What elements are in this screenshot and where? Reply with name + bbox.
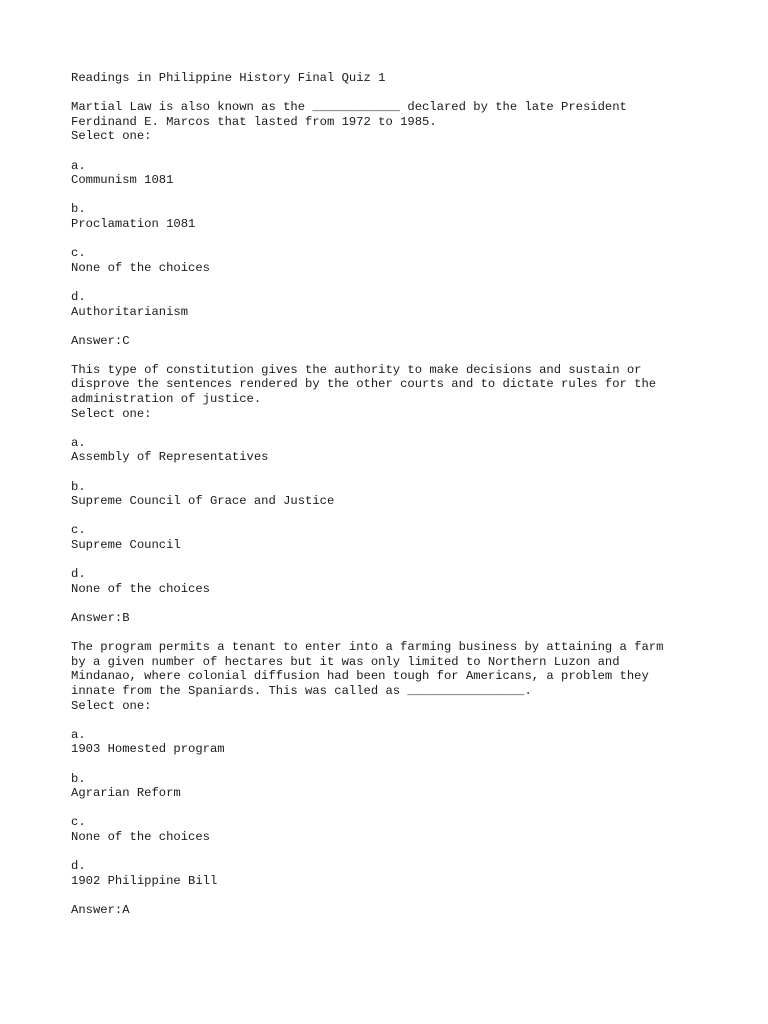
option-text: Agrarian Reform xyxy=(71,786,181,801)
option-text: Supreme Council of Grace and Justice xyxy=(71,494,335,509)
option-letter: d. xyxy=(71,289,86,304)
answer-line: Answer:C xyxy=(71,333,130,348)
option-text: Assembly of Representatives xyxy=(71,450,269,465)
question-3 xyxy=(71,640,711,917)
select-one-label: Select one: xyxy=(71,406,152,421)
option-text: Supreme Council xyxy=(71,538,181,552)
answer-line: Answer:A xyxy=(71,902,130,917)
question-text-line: Martial Law is also known as the ____________ declared by the late President xyxy=(71,100,627,115)
option-letter: b. xyxy=(71,479,86,494)
option-letter: d. xyxy=(71,567,86,582)
option-text: Proclamation 1081 xyxy=(71,216,196,231)
option-text: 1903 Homested program xyxy=(71,742,225,757)
option-letter: a. xyxy=(71,435,86,450)
option-letter: b. xyxy=(71,771,86,786)
select-one-label: Select one: xyxy=(71,698,152,713)
question-text-line: The program permits a tenant to enter into a farming business by attaining a farm xyxy=(71,640,664,655)
question-text-line: Ferdinand E. Marcos that lasted from 1972 to 1985. xyxy=(71,114,437,129)
question-text-line: Mindanao, where colonial diffusion had been tough for Americans, a problem they xyxy=(71,669,649,684)
document-page xyxy=(71,71,711,917)
option-text: None of the choices xyxy=(71,581,210,596)
option-text: 1902 Philippine Bill xyxy=(71,873,218,888)
option-letter: a. xyxy=(71,158,86,173)
option-text: None of the choices xyxy=(71,260,210,275)
select-one-label: Select one: xyxy=(71,129,152,144)
question-text-line: This type of constitution gives the authority to make decisions and sustain or xyxy=(71,362,642,377)
question-text-line: by a given number of hectares but it was only limited to Northern Luzon and xyxy=(71,654,620,669)
question-text-line: disprove the sentences rendered by the other courts and to dictate rules for the xyxy=(71,377,657,392)
option-text: Authoritarianism xyxy=(71,304,189,319)
option-letter: d. xyxy=(71,859,86,874)
option-letter: c. xyxy=(71,815,86,830)
document-title: Readings in Philippine History Final Quiz 1 xyxy=(71,71,386,85)
option-text: Communism 1081 xyxy=(71,173,174,188)
question-2 xyxy=(71,363,711,640)
question-1 xyxy=(71,100,711,363)
question-text-line: administration of justice. xyxy=(71,392,262,407)
option-text: None of the choices xyxy=(71,829,210,844)
option-letter: a. xyxy=(71,727,86,742)
spacer xyxy=(71,86,711,101)
question-text-line: innate from the Spaniards. This was called as ________________. xyxy=(71,683,532,698)
option-letter: c. xyxy=(71,246,86,261)
option-letter: c. xyxy=(71,523,86,538)
option-letter: b. xyxy=(71,202,86,217)
answer-line: Answer:B xyxy=(71,610,130,625)
